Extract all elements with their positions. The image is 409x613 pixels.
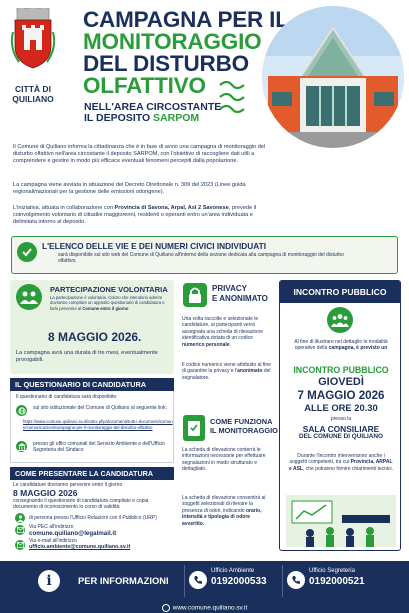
meeting-intro-b: campagna, è previsto un	[328, 345, 388, 352]
meeting-intro-a: Al fine di illustrare nel dettaglio le modalità operative della	[294, 339, 388, 352]
meeting-desc-b: Provincia, ARPAL e ASL	[288, 459, 393, 472]
intro-paragraph-3	[13, 205, 269, 227]
volunteer-box	[10, 280, 174, 374]
meeting-intro	[288, 339, 394, 352]
intro-p3-c: , prevede il coinvolgimento volontario di cittadini maggiorenni, residenti o operanti entro un'area individuata e delimitata intorno al deposito.	[13, 205, 257, 226]
phone-icon-2	[287, 571, 305, 589]
title-line-2: MONITORAGGIO	[83, 29, 262, 54]
volunteer-date: 8 MAGGIO 2026.	[48, 330, 142, 344]
present-intro: Le candidature dovranno pervenire entro il giorno	[13, 482, 123, 488]
lock-icon	[183, 283, 207, 307]
subtitle-line-1: NELL'AREA CIRCOSTANTE	[84, 101, 222, 113]
meeting-day: GIOVEDÌ	[318, 376, 364, 388]
volunteer-title: PARTECIPAZIONE VOLONTARIA	[50, 285, 168, 294]
intro-paragraph-2: La campagna viene avviata in attuazione del Decreto Direttoriale n. 309 del 2023 (Linee guida regionali/nazionali per la gestione delle emissioni odorigene).	[13, 182, 246, 196]
present-option-1: di persona presso l'Ufficio Relazioni con il Pubblico (URP)	[29, 515, 157, 521]
building-image	[262, 6, 404, 148]
page-subtitle	[84, 102, 221, 124]
meeting-label: INCONTRO PUBBLICO	[293, 365, 389, 375]
coat-of-arms-icon	[9, 8, 57, 70]
building-icon	[16, 441, 27, 452]
privacy-title-1: PRIVACY	[212, 284, 247, 293]
title-line-3: DEL DISTURBO	[83, 51, 249, 76]
globe-icon	[16, 405, 27, 416]
website-link[interactable]: www.comune.quiliano.sv.it	[172, 604, 248, 612]
info-icon: i	[38, 570, 60, 592]
street-list-box	[11, 236, 398, 274]
volunteer-text-b: Comune entro il giorno	[82, 305, 129, 311]
privacy-text2-c: del segnalatore.	[182, 368, 271, 381]
group-icon	[327, 307, 353, 333]
present-option-3-label: Via e-mail all'indirizzo	[29, 538, 77, 544]
footer	[0, 561, 409, 613]
office-1-phone[interactable]: 0192000533	[211, 576, 267, 587]
questionnaire-link[interactable]: https://www.comune.quiliano.sv.it/index.php/documenti/tutti-i-documenti/comune/comunicazioni/campagna-per-il-monitoraggio-del-disturbo-olfattivo	[23, 419, 173, 430]
questionnaire-header: IL QUESTIONARIO DI CANDIDATURA	[10, 378, 174, 391]
meeting-desc-c: , che potranno fornire chiarimenti tecnici.	[302, 465, 394, 472]
volunteer-duration: La campagna avrà una durata di tre mesi, eventualmente prorogabili.	[16, 350, 158, 364]
website-globe-icon	[162, 604, 170, 612]
subtitle-prefix: IL DEPOSITO	[84, 112, 154, 124]
building-photo	[262, 6, 404, 148]
volunteer-text-a: La partecipazione è volontaria. Coloro che intendono aderire dovranno compilare un apposito questionario di candidatura e farlo pervenire al	[50, 295, 165, 311]
present-option-2-label: Via PEC all'indirizzo	[29, 524, 74, 530]
meeting-desc	[288, 453, 394, 472]
office-1-label: Ufficio Ambiente	[211, 568, 255, 574]
present-date: 8 MAGGIO 2026	[13, 488, 78, 498]
coat-of-arms	[9, 8, 57, 70]
meeting-header: INCONTRO PUBBLICO	[280, 281, 400, 303]
privacy-text-b: numerico personale	[182, 341, 230, 348]
intro-p3-a: L'iniziativa, attuata in collaborazione con	[13, 205, 115, 211]
how-works-title-2: IL MONITORAGGIO	[210, 426, 278, 435]
present-header: COME PRESENTARE LA CANDIDATURA	[10, 467, 174, 480]
intro-paragraph-1: Il Comune di Quiliano informa la cittadinanza che è in fase di avvio una campagna di monitoraggio del disturbo olfattivo nell'area circostante il deposito SARPOM, con l'obiettivo di raccogliere dati utili a comprendere e gestire in modo più efficace eventuali fenomeni percepiti dalla popolazione.	[13, 144, 266, 165]
questionnaire-item-1: sul sito istituzionale del Comune di Quiliano al seguente link:	[33, 405, 167, 411]
meeting-place-1: SALA CONSILIARE	[302, 424, 380, 434]
title-line-1: CAMPAGNA PER IL	[83, 7, 289, 32]
title-line-4: OLFATTIVO	[83, 73, 206, 98]
footer-divider-1	[184, 565, 185, 597]
email-address[interactable]: ufficio.ambiente@comune.quiliano.sv.it	[29, 544, 131, 550]
privacy-text2-a: Il codice numerico viene attribuito al fine di garantire la privacy e l'	[182, 362, 271, 375]
office-2-label: Ufficio Segreteria	[309, 568, 355, 574]
how-works-title	[210, 417, 278, 435]
how-works-title-1: COME FUNZIONA	[210, 417, 273, 426]
check-icon	[17, 242, 37, 262]
page-title	[83, 7, 289, 98]
municipality-name	[6, 85, 60, 104]
how-works-text2-b: orario, intensità e tipologia di odore avvertito.	[182, 507, 262, 527]
meeting-place-2: DEL COMUNE DI QUILIANO	[298, 433, 384, 440]
intro-p3-partners: Provincia di Savona, Arpal, Asl 2 Savonese	[114, 205, 229, 211]
present-method: consegnando il questionario di candidatura compilato e copia documento di riconoscimento in corso di validità:	[13, 498, 149, 511]
meeting-desc-a: Durante l'incontro interverranno anche i soggetti competenti, tra cui	[289, 453, 385, 466]
volunteer-text	[50, 295, 168, 311]
present-box	[10, 480, 174, 556]
meeting-time: ALLE ORE 20.30	[304, 402, 378, 413]
meeting-date: 7 MAGGIO 2026	[297, 389, 385, 402]
pec-icon	[15, 525, 25, 535]
footer-divider-2	[282, 565, 283, 597]
info-label: PER INFORMAZIONI	[78, 575, 169, 586]
meeting-at: presso la	[330, 416, 352, 422]
website-row	[0, 599, 409, 613]
questionnaire-box	[10, 391, 174, 463]
meeting-box	[279, 280, 401, 551]
questionnaire-item-2: presso gli uffici comunali del Servizio Ambiente e dell'Ufficio Segreteria del Sindaco	[33, 441, 165, 454]
phone-icon-1	[189, 571, 207, 589]
office-2-phone[interactable]: 0192000521	[309, 576, 365, 587]
clipboard-icon	[183, 415, 205, 441]
how-works-text-2	[182, 495, 272, 527]
subtitle-line-2	[84, 113, 221, 124]
meeting-illustration	[286, 495, 396, 547]
mail-icon	[15, 540, 25, 550]
person-icon	[15, 513, 25, 523]
people-icon	[16, 284, 42, 310]
privacy-text-c: .	[229, 341, 231, 348]
subtitle-highlight: SARPOM	[153, 112, 200, 124]
privacy-title	[212, 284, 268, 303]
how-works-text2-a: La scheda di rilevazione consentirà ai soggetti selezionati di rilevare la presenza di odori, indicando	[182, 495, 266, 514]
pec-address[interactable]: comune.quiliano@legalmail.it	[29, 530, 117, 537]
privacy-title-2: E ANONIMATO	[212, 293, 268, 303]
privacy-text-1	[182, 316, 272, 348]
street-list-text: sarà disponibile sul sito web del Comune di Quiliano all'interno della sezione dedicata alla campagna di monitoraggio del disturbo olfattivo.	[58, 252, 344, 265]
privacy-text2-b: anonimato	[237, 368, 263, 375]
municipality-line2: QUILIANO	[12, 93, 54, 104]
questionnaire-intro: Il questionario di candidatura sarà disponibile:	[16, 394, 118, 400]
municipality-line1: CITTÀ DI	[15, 84, 51, 94]
privacy-text-2	[182, 362, 272, 381]
street-list-title: L'ELENCO DELLE VIE E DEI NUMERI CIVICI INDIVIDUATI	[42, 241, 267, 251]
how-works-text-1: La scheda di rilevazione conterrà le informazioni necessarie per effettuare segnalazioni in modo strutturato e dettagliato.	[182, 447, 266, 473]
privacy-text-a: Una volta raccolte e selezionate le candidature, ai partecipanti verrà assegnata una scheda di rilevazione identificativa dotata di un codice	[182, 316, 263, 342]
odor-waves-icon	[218, 77, 246, 121]
